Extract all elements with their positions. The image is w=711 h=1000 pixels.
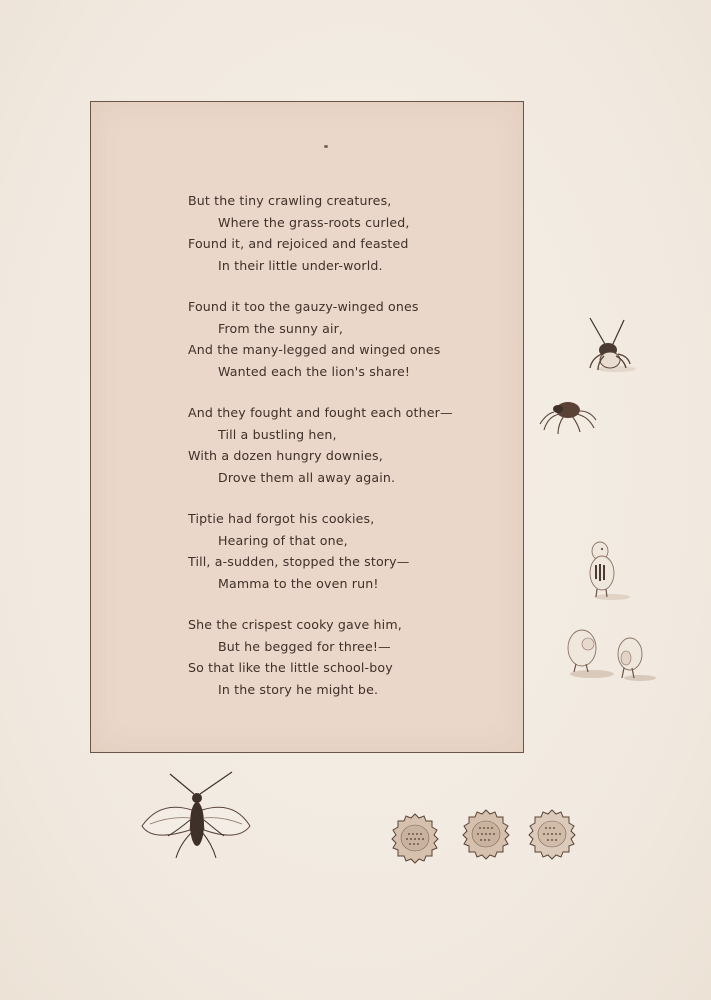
poem-line: But he begged for three!— bbox=[218, 638, 391, 654]
poem-line: Where the grass-roots curled, bbox=[218, 214, 410, 230]
poem bbox=[188, 190, 488, 720]
poem-line: Wanted each the lion's share! bbox=[218, 363, 411, 379]
poem-line: From the sunny air, bbox=[218, 320, 344, 336]
poem-line: Hearing of that one, bbox=[218, 532, 348, 548]
poem-line: In the story he might be. bbox=[218, 681, 379, 697]
poem-line: Found it too the gauzy-winged ones bbox=[188, 299, 419, 314]
poem-line: Till, a-sudden, stopped the story— bbox=[188, 554, 410, 569]
poem-line: In their little under-world. bbox=[218, 257, 383, 273]
poem-line: She the crispest cooky gave him, bbox=[188, 617, 402, 632]
chick-icon bbox=[582, 537, 634, 603]
poem-line: And they fought and fought each other— bbox=[188, 405, 453, 420]
stanza bbox=[188, 296, 488, 382]
cookie-icon bbox=[525, 808, 579, 860]
stanza bbox=[188, 402, 488, 488]
poem-line: Till a bustling hen, bbox=[218, 426, 337, 442]
stanza bbox=[188, 508, 488, 594]
cookie-icon bbox=[388, 812, 442, 864]
stanza bbox=[188, 190, 488, 276]
winged-insect-icon bbox=[140, 770, 252, 866]
poem-line: Mamma to the oven run! bbox=[218, 575, 379, 591]
poem-line: But the tiny crawling creatures, bbox=[188, 193, 392, 208]
poem-line: Drove them all away again. bbox=[218, 469, 396, 485]
poem-line: With a dozen hungry downies, bbox=[188, 448, 383, 463]
cookie-icon bbox=[459, 808, 513, 860]
poem-line: And the many-legged and winged ones bbox=[188, 342, 441, 357]
beetle-icon bbox=[538, 396, 600, 436]
poem-line: Found it, and rejoiced and feasted bbox=[188, 236, 409, 251]
spider-icon bbox=[582, 316, 642, 374]
ornament-dot bbox=[324, 145, 328, 148]
poem-line: Tiptie had forgot his cookies, bbox=[188, 511, 375, 526]
poem-line: So that like the little school-boy bbox=[188, 660, 393, 675]
stanza bbox=[188, 614, 488, 700]
chick-icon bbox=[562, 624, 660, 684]
